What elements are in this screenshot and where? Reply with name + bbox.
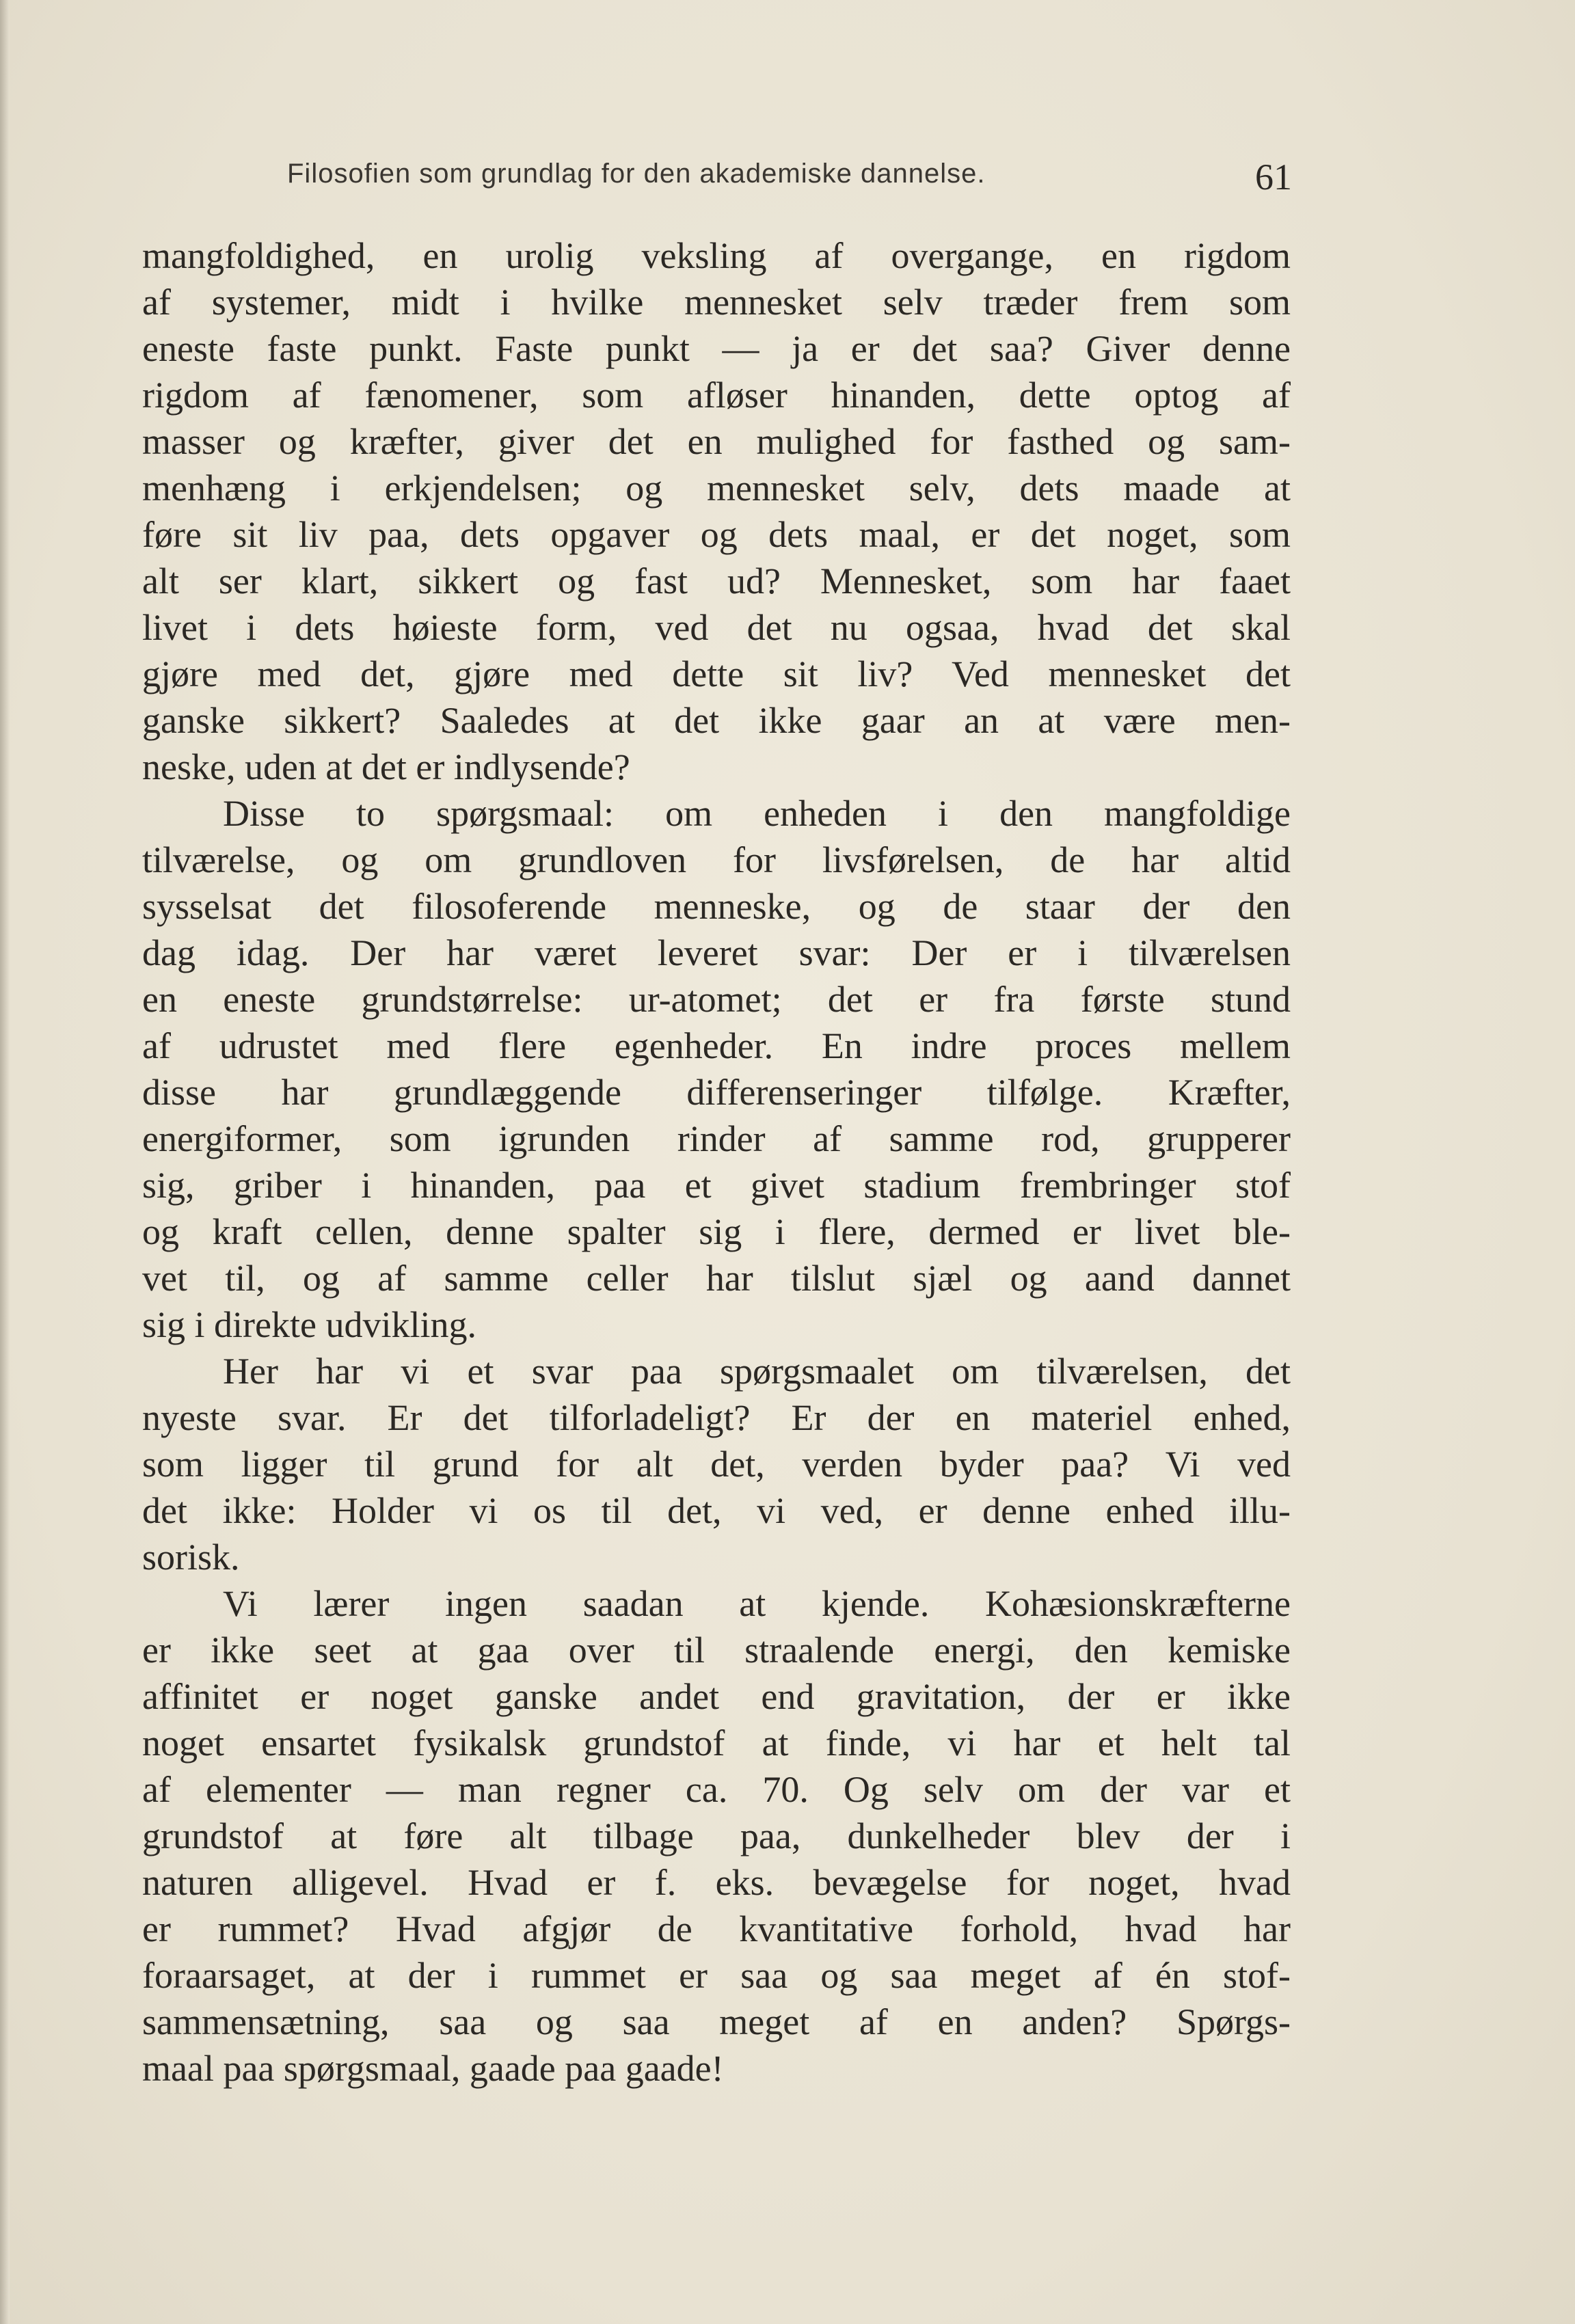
text-line: livet i dets høieste form, ved det nu ogsaa, hvad det skal: [142, 607, 1291, 648]
page-edge-shadow: [0, 0, 10, 2324]
text-line: det ikke: Holder vi os til det, vi ved, er denne enhed illu-: [142, 1490, 1291, 1531]
text-line: vet til, og af samme celler har tilslut sjæl og aand dannet: [142, 1258, 1291, 1299]
text-line: nyeste svar. Er det tilforladeligt? Er der en materiel enhed,: [142, 1397, 1291, 1438]
text-line: menhæng i erkjendelsen; og mennesket selv, dets maade at: [142, 468, 1291, 509]
text-line: disse har grundlæggende differenseringer tilfølge. Kræfter,: [142, 1072, 1291, 1113]
text-line: alt ser klart, sikkert og fast ud? Mennesket, som har faaet: [142, 560, 1291, 602]
text-line: eneste faste punkt. Faste punkt — ja er det saa? Giver denne: [142, 328, 1291, 369]
paragraph: [142, 1580, 1291, 2092]
paragraph: [142, 232, 1291, 790]
text-line: dag idag. Der har været leveret svar: Der er i tilværelsen: [142, 932, 1291, 973]
text-line: gjøre med det, gjøre med dette sit liv? Ved mennesket det: [142, 653, 1291, 694]
text-line: sysselsat det filosoferende menneske, og de staar der den: [142, 886, 1291, 927]
text-line: er ikke seet at gaa over til straalende energi, den kemiske: [142, 1630, 1291, 1671]
text-line: tilværelse, og om grundloven for livsførelsen, de har altid: [142, 839, 1291, 880]
text-line: er rummet? Hvad afgjør de kvantitative forhold, hvad har: [142, 1908, 1291, 1949]
text-line: af elementer — man regner ca. 70. Og selv om der var et: [142, 1769, 1291, 1810]
text-line: foraarsaget, at der i rummet er saa og saa meget af én stof-: [142, 1955, 1291, 1996]
page-number: 61: [1255, 157, 1292, 198]
text-line: sorisk.: [142, 1537, 240, 1578]
text-line: af udrustet med flere egenheder. En indre proces mellem: [142, 1025, 1291, 1066]
text-line: Her har vi et svar paa spørgsmaalet om tilværelsen, det: [223, 1351, 1291, 1392]
text-line: affinitet er noget ganske andet end gravitation, der er ikke: [142, 1676, 1291, 1717]
text-line: Vi lærer ingen saadan at kjende. Kohæsionskræfterne: [223, 1583, 1291, 1624]
text-line: neske, uden at det er indlysende?: [142, 746, 630, 787]
running-title: Filosofien som grundlag for den akademiske dannelse.: [287, 159, 986, 189]
text-line: sig, griber i hinanden, paa et givet stadium frembringer stof: [142, 1165, 1291, 1206]
text-line: energiformer, som igrunden rinder af samme rod, grupperer: [142, 1118, 1291, 1159]
text-line: ganske sikkert? Saaledes at det ikke gaar an at være men-: [142, 700, 1291, 741]
text-line: masser og kræfter, giver det en mulighed for fasthed og sam-: [142, 421, 1291, 462]
paragraph: [142, 790, 1291, 1348]
text-line: naturen alligevel. Hvad er f. eks. bevægelse for noget, hvad: [142, 1862, 1291, 1903]
text-line: føre sit liv paa, dets opgaver og dets maal, er det noget, som: [142, 514, 1291, 555]
text-line: som ligger til grund for alt det, verden byder paa? Vi ved: [142, 1444, 1291, 1485]
text-line: rigdom af fænomener, som afløser hinanden, dette optog af: [142, 375, 1291, 416]
text-line: sig i direkte udvikling.: [142, 1304, 476, 1345]
text-line: noget ensartet fysikalsk grundstof at finde, vi har et helt tal: [142, 1722, 1291, 1764]
running-head: [287, 159, 1292, 200]
text-line: Disse to spørgsmaal: om enheden i den mangfoldige: [223, 793, 1291, 834]
text-line: af systemer, midt i hvilke mennesket selv træder frem som: [142, 282, 1291, 323]
text-line: maal paa spørgsmaal, gaade paa gaade!: [142, 2048, 724, 2089]
text-line: mangfoldighed, en urolig veksling af overgange, en rigdom: [142, 235, 1291, 276]
paragraph: [142, 1348, 1291, 1580]
text-line: grundstof at føre alt tilbage paa, dunkelheder blev der i: [142, 1815, 1291, 1856]
text-line: og kraft cellen, denne spalter sig i flere, dermed er livet ble-: [142, 1211, 1291, 1252]
text-line: sammensætning, saa og saa meget af en anden? Spørgs-: [142, 2001, 1291, 2042]
body-text: [142, 232, 1291, 2092]
text-line: en eneste grundstørrelse: ur-atomet; det er fra første stund: [142, 979, 1291, 1020]
